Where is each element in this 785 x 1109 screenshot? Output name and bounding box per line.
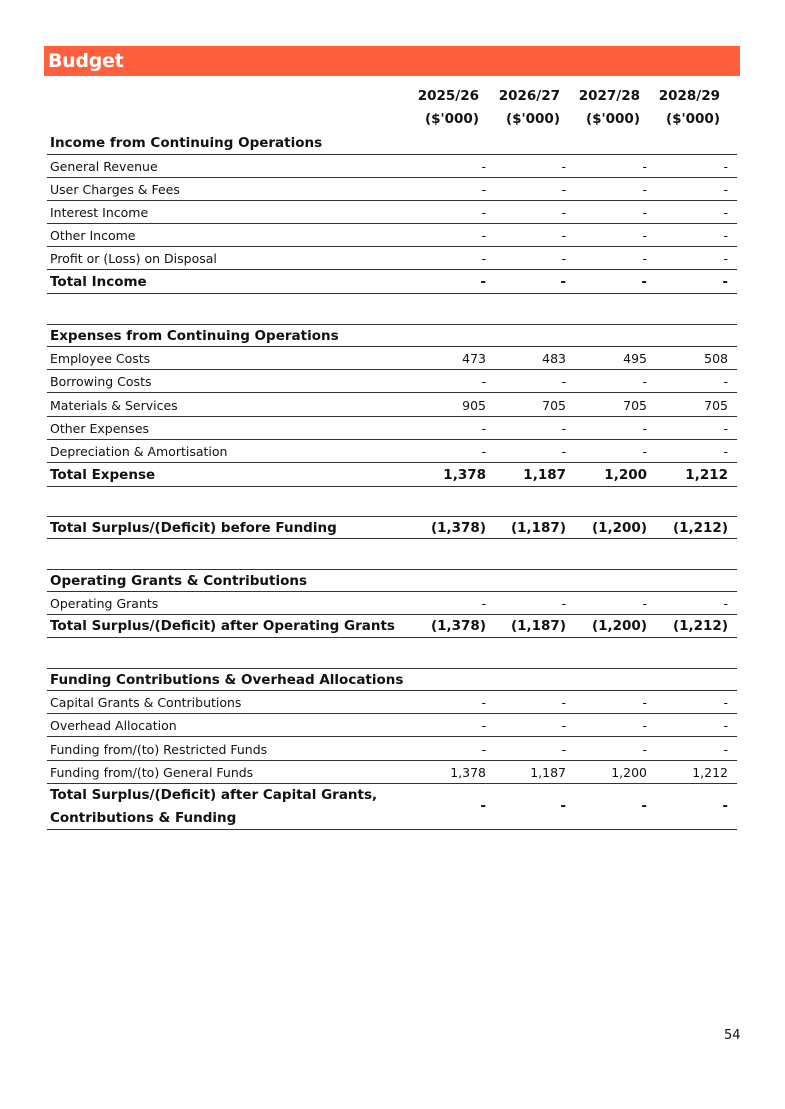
cell: - (723, 205, 728, 220)
row-label: Operating Grants (50, 596, 159, 611)
cell: - (561, 596, 566, 611)
table-row (47, 247, 737, 270)
cell: - (641, 798, 647, 814)
table-row (47, 201, 737, 224)
total-label: Total Expense (50, 467, 156, 483)
cell: - (642, 205, 647, 220)
cell: - (723, 695, 728, 710)
cell: 1,200 (604, 467, 647, 483)
table-row (47, 592, 737, 615)
cell: 495 (623, 351, 647, 366)
table-row (47, 440, 737, 463)
cell: - (641, 274, 647, 290)
cell: - (723, 251, 728, 266)
section-heading-label: Income from Continuing Operations (50, 135, 323, 151)
section-heading-income (47, 132, 737, 155)
cell: - (481, 742, 486, 757)
cell: - (642, 159, 647, 174)
total-row-after-operating-grants (47, 615, 737, 638)
cell: - (642, 742, 647, 757)
cell: - (561, 374, 566, 389)
cell: - (723, 444, 728, 459)
row-label: Funding from/(to) Restricted Funds (50, 742, 268, 757)
cell: 483 (542, 351, 566, 366)
total-row-surplus-before-funding (47, 516, 737, 539)
year-header-row (0, 88, 785, 112)
cell: - (481, 228, 486, 243)
cell: - (561, 718, 566, 733)
cell: 1,200 (611, 765, 647, 780)
total-row-income (47, 271, 737, 294)
cell: - (642, 374, 647, 389)
cell: - (561, 205, 566, 220)
cell: 1,378 (443, 467, 486, 483)
cell: - (561, 228, 566, 243)
table-row (47, 738, 737, 761)
page-number: 54 (724, 1028, 741, 1043)
total-label: Total Surplus/(Deficit) before Funding (50, 520, 337, 536)
total-label: Total Income (50, 274, 147, 290)
cell: 905 (462, 398, 486, 413)
cell: 1,212 (685, 467, 728, 483)
row-label: Interest Income (50, 205, 149, 220)
cell: - (560, 798, 566, 814)
cell: - (642, 695, 647, 710)
cell: - (722, 798, 728, 814)
row-label: Capital Grants & Contributions (50, 695, 242, 710)
cell: - (481, 205, 486, 220)
cell: - (642, 596, 647, 611)
section-heading-label: Expenses from Continuing Operations (50, 328, 339, 344)
row-label: Depreciation & Amortisation (50, 444, 228, 459)
cell: - (561, 695, 566, 710)
cell: 473 (462, 351, 486, 366)
cell: 1,212 (692, 765, 728, 780)
cell: - (561, 742, 566, 757)
cell: - (481, 251, 486, 266)
cell: - (723, 421, 728, 436)
cell: - (723, 742, 728, 757)
year-header: 2025/26 (417, 88, 479, 104)
total-label-line-1: Total Surplus/(Deficit) after Capital Grants, (50, 787, 378, 803)
cell: - (481, 159, 486, 174)
cell: (1,200) (591, 520, 647, 536)
cell: 705 (542, 398, 566, 413)
cell: - (642, 251, 647, 266)
cell: - (642, 421, 647, 436)
year-header: 2027/28 (578, 88, 640, 104)
year-header: 2028/29 (658, 88, 720, 104)
cell: - (642, 718, 647, 733)
row-label: Other Expenses (50, 421, 150, 436)
table-row (47, 417, 737, 440)
section-heading-grants (47, 569, 737, 592)
table-row (47, 761, 737, 784)
table-row (47, 691, 737, 714)
cell: - (481, 374, 486, 389)
cell: - (560, 274, 566, 290)
section-heading-expenses (47, 324, 737, 347)
table-row (47, 714, 737, 737)
cell: (1,212) (672, 520, 728, 536)
cell: - (481, 421, 486, 436)
cell: 508 (704, 351, 728, 366)
cell: (1,212) (672, 618, 728, 634)
section-heading-funding (47, 668, 737, 691)
row-label: Borrowing Costs (50, 374, 152, 389)
total-row-expense (47, 464, 737, 487)
cell: (1,378) (430, 520, 486, 536)
cell: 1,187 (523, 467, 566, 483)
cell: - (723, 374, 728, 389)
cell: - (481, 695, 486, 710)
cell: - (561, 251, 566, 266)
row-label: Materials & Services (50, 398, 178, 413)
row-label: Overhead Allocation (50, 718, 177, 733)
cell: 705 (704, 398, 728, 413)
units-header: ($'000) (665, 111, 720, 127)
year-header: 2026/27 (498, 88, 560, 104)
cell: 705 (623, 398, 647, 413)
cell: - (480, 798, 486, 814)
cell: (1,187) (510, 520, 566, 536)
section-heading-label: Funding Contributions & Overhead Allocations (50, 672, 404, 688)
total-label (50, 784, 377, 830)
cell: - (561, 444, 566, 459)
table-row (47, 224, 737, 247)
table-row (47, 394, 737, 417)
cell: - (561, 182, 566, 197)
table-row (47, 155, 737, 178)
cell: - (723, 228, 728, 243)
cell: - (723, 596, 728, 611)
cell: - (642, 182, 647, 197)
cell: - (481, 182, 486, 197)
cell: - (723, 182, 728, 197)
cell: - (722, 274, 728, 290)
row-label: User Charges & Fees (50, 182, 180, 197)
cell: - (481, 596, 486, 611)
cell: (1,200) (591, 618, 647, 634)
row-label: Profit or (Loss) on Disposal (50, 251, 217, 266)
budget-banner: Budget (44, 46, 740, 76)
cell: - (561, 159, 566, 174)
cell: - (481, 718, 486, 733)
cell: - (642, 444, 647, 459)
row-label: Funding from/(to) General Funds (50, 765, 254, 780)
cell: - (481, 444, 486, 459)
units-header: ($'000) (505, 111, 560, 127)
cell: 1,378 (450, 765, 486, 780)
cell: - (561, 421, 566, 436)
table-row (47, 347, 737, 370)
total-label-line-2: Contributions & Funding (50, 810, 237, 826)
cell: - (642, 228, 647, 243)
total-row-after-capital-grants (47, 784, 737, 830)
cell: 1,187 (530, 765, 566, 780)
row-label: Other Income (50, 228, 136, 243)
row-label: Employee Costs (50, 351, 151, 366)
table-row (47, 370, 737, 393)
cell: - (723, 718, 728, 733)
table-row (47, 178, 737, 201)
cell: (1,378) (430, 618, 486, 634)
row-label: General Revenue (50, 159, 158, 174)
units-header: ($'000) (424, 111, 479, 127)
units-header: ($'000) (585, 111, 640, 127)
cell: - (723, 159, 728, 174)
cell: - (480, 274, 486, 290)
total-label: Total Surplus/(Deficit) after Operating Grants (50, 618, 395, 634)
section-heading-label: Operating Grants & Contributions (50, 573, 308, 589)
cell: (1,187) (510, 618, 566, 634)
